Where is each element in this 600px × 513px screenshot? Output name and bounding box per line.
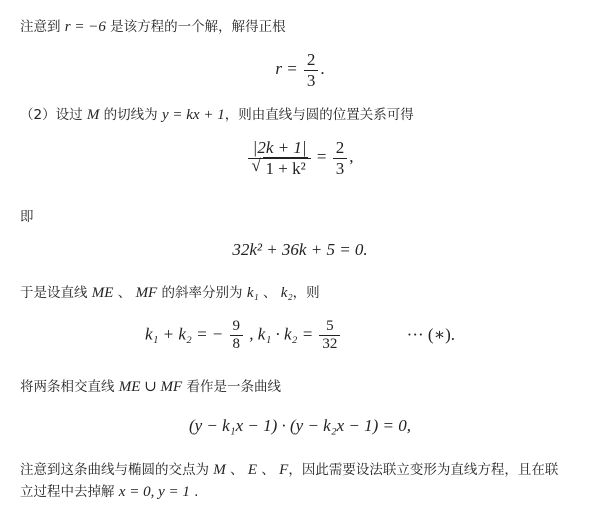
line2-math2: y = kx + 1 xyxy=(161,107,225,123)
eq5-text: (y − k₁x − 1) · (y − k₂x − 1) = 0, xyxy=(188,416,412,435)
eq4-num2: 5 xyxy=(319,318,340,336)
line6-m1: M xyxy=(213,462,226,478)
line1-suffix: 是该方程的一个解，解得正根 xyxy=(105,19,286,35)
equation-3 xyxy=(0,240,600,260)
eq2-equals: = xyxy=(316,146,327,166)
line4-math1: ME xyxy=(91,285,114,301)
eq2-sqrt xyxy=(251,155,307,179)
eq2-tail: , xyxy=(349,146,354,166)
line2-prefix: （2）设过 xyxy=(20,107,87,123)
line4-math2: MF xyxy=(135,285,158,301)
eq2-sqrt-body: 1 + k² xyxy=(265,158,306,178)
eq1-lhs: r = xyxy=(275,58,298,78)
line4-math4: k₂ xyxy=(280,285,293,301)
eq1-denominator: 3 xyxy=(306,70,316,90)
equation-5 xyxy=(0,416,600,436)
line4-mid: 的斜率分别为 xyxy=(157,285,247,301)
line2-mid: 的切线为 xyxy=(99,107,162,123)
line5-prefix: 将两条相交直线 xyxy=(20,379,119,395)
text-line-6 xyxy=(20,461,558,480)
text-line-2 xyxy=(20,106,414,125)
line6-m3: F xyxy=(279,462,289,478)
line6-m2: E xyxy=(247,462,258,478)
eq1-numerator: 2 xyxy=(304,50,319,71)
text-line-5 xyxy=(20,378,281,397)
eq1-tail: . xyxy=(320,58,325,78)
line4-prefix: 于是设直线 xyxy=(20,285,92,301)
eq4-lhs: k₁ + k₂ = − xyxy=(144,324,224,344)
line7-prefix: 立过程中去掉解 xyxy=(20,484,119,500)
eq4-mid: , k₁ · k₂ = xyxy=(249,324,314,344)
equation-2 xyxy=(0,138,600,178)
line5-suffix: 看作是一条曲线 xyxy=(182,379,281,395)
eq4-den2: 32 xyxy=(322,336,338,353)
sqrt-icon: √ xyxy=(251,155,261,175)
eq2-num2: 2 xyxy=(333,138,348,159)
eq4-fraction-1 xyxy=(230,318,244,354)
eq4-den1: 8 xyxy=(232,336,241,353)
line6-suffix: ，因此需要设法联立变形为直线方程，且在联 xyxy=(288,462,559,478)
line1-prefix: 注意到 xyxy=(20,19,65,35)
text-line-7 xyxy=(20,483,198,502)
line7-suffix: . xyxy=(189,484,199,500)
line6-sep2: 、 xyxy=(257,462,280,478)
eq4-tag: ··· (∗). xyxy=(406,324,456,344)
line1-math: r = −6 xyxy=(64,19,106,35)
eq2-fraction-left xyxy=(248,138,310,178)
text-line-1 xyxy=(20,18,286,37)
line5-math: ME ∪ MF xyxy=(118,379,183,395)
line2-suffix: ，则由直线与圆的位置关系可得 xyxy=(224,107,414,123)
eq4-num1: 9 xyxy=(230,318,244,336)
line6-sep1: 、 xyxy=(225,462,248,478)
line4-sep1: 、 xyxy=(113,285,136,301)
equation-4 xyxy=(0,318,600,354)
eq2-fraction-right xyxy=(333,138,348,178)
line4-sep2: 、 xyxy=(258,285,281,301)
line6-prefix: 注意到这条曲线与椭圆的交点为 xyxy=(20,462,214,478)
line4-math3: k₁ xyxy=(246,285,259,301)
eq2-den2: 3 xyxy=(335,158,345,178)
text-line-4 xyxy=(20,284,320,303)
text-line-3 xyxy=(20,208,34,227)
eq2-num-text: |2k + 1| xyxy=(252,138,307,157)
eq3-text: 32k² + 36k + 5 = 0. xyxy=(232,240,368,259)
equation-1 xyxy=(0,50,600,90)
line3-text: 即 xyxy=(20,209,34,225)
eq4-fraction-2 xyxy=(319,318,340,354)
line4-suffix: ，则 xyxy=(292,285,320,301)
line7-math: x = 0, y = 1 xyxy=(118,484,190,500)
eq2-denominator xyxy=(248,155,310,179)
eq1-fraction xyxy=(304,50,319,90)
line2-math1: M xyxy=(86,107,100,123)
